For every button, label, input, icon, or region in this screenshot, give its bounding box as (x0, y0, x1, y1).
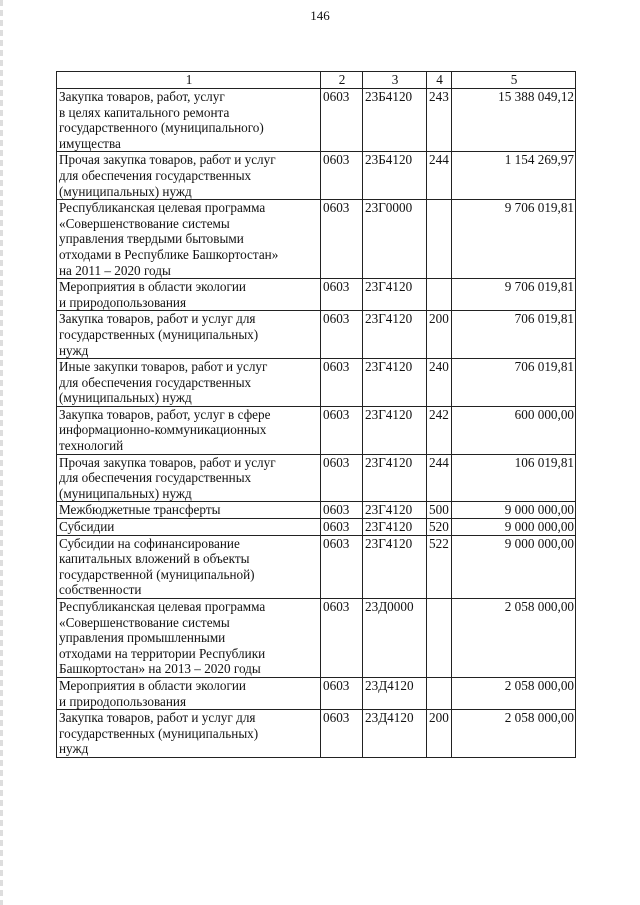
item-name-line: государственных (муниципальных) (59, 725, 259, 741)
item-name-line: Межбюджетные трансферты (59, 502, 221, 518)
item-name-line: Прочая закупка товаров, работ и услуг (59, 454, 276, 470)
item-name-line: (муниципальных) нужд (59, 485, 192, 501)
table-row (57, 89, 576, 152)
amount-cell: 9 000 000,00 (452, 519, 576, 536)
table-row (57, 710, 576, 758)
expense-type-cell: 522 (427, 535, 452, 598)
section-code-cell: 0603 (321, 279, 363, 311)
amount-cell: 9 706 019,81 (452, 279, 576, 311)
header-col-5: 5 (452, 72, 576, 89)
item-name-line: нужд (59, 342, 89, 358)
table-row (57, 535, 576, 598)
table-row (57, 454, 576, 502)
amount-cell: 706 019,81 (452, 311, 576, 359)
item-name-line: капитальных вложений в объекты (59, 551, 250, 567)
expense-type-cell (427, 677, 452, 709)
item-name-line: государственной (муниципальной) (59, 566, 255, 582)
item-name-line: Республиканская целевая программа (59, 200, 266, 216)
table-header (57, 72, 576, 89)
budget-table (56, 71, 576, 758)
table-row (57, 359, 576, 407)
expense-type-cell: 200 (427, 311, 452, 359)
item-name-cell (57, 519, 321, 536)
section-code-cell: 0603 (321, 406, 363, 454)
item-name-cell (57, 406, 321, 454)
table-row (57, 677, 576, 709)
section-code-cell: 0603 (321, 677, 363, 709)
item-name-line: в целях капитального ремонта (59, 104, 230, 120)
target-article-cell: 23Д4120 (363, 710, 427, 758)
target-article-cell: 23Г4120 (363, 519, 427, 536)
table-row (57, 311, 576, 359)
table-row (57, 519, 576, 536)
item-name-line: на 2011 – 2020 годы (59, 262, 171, 278)
item-name-line: Прочая закупка товаров, работ и услуг (59, 152, 276, 168)
target-article-cell: 23Б4120 (363, 89, 427, 152)
item-name-cell (57, 152, 321, 200)
amount-cell: 706 019,81 (452, 359, 576, 407)
item-name-line: управления промышленными (59, 630, 226, 646)
target-article-cell: 23Д4120 (363, 677, 427, 709)
expense-type-cell: 200 (427, 710, 452, 758)
section-code-cell: 0603 (321, 200, 363, 279)
header-col-1: 1 (57, 72, 321, 89)
item-name-line: «Совершенствование системы (59, 215, 230, 231)
table-row (57, 279, 576, 311)
section-code-cell: 0603 (321, 359, 363, 407)
item-name-line: Мероприятия в области экологии (59, 279, 246, 295)
expense-type-cell (427, 599, 452, 678)
target-article-cell: 23Б4120 (363, 152, 427, 200)
amount-cell: 9 706 019,81 (452, 200, 576, 279)
table-row (57, 406, 576, 454)
item-name-cell (57, 200, 321, 279)
table-row (57, 200, 576, 279)
item-name-line: управления твердыми бытовыми (59, 231, 244, 247)
target-article-cell: 23Г4120 (363, 535, 427, 598)
expense-type-cell: 243 (427, 89, 452, 152)
item-name-line: Субсидии на софинансирование (59, 535, 240, 551)
item-name-line: Закупка товаров, работ, услуг в сфере (59, 406, 271, 422)
target-article-cell: 23Д0000 (363, 599, 427, 678)
page-number: 146 (310, 8, 330, 23)
item-name-line: Башкортостан» на 2013 – 2020 годы (59, 661, 261, 677)
target-article-cell: 23Г4120 (363, 311, 427, 359)
amount-cell: 2 058 000,00 (452, 710, 576, 758)
expense-type-cell: 244 (427, 454, 452, 502)
item-name-cell (57, 279, 321, 311)
expense-type-cell: 500 (427, 502, 452, 519)
item-name-line: Республиканская целевая программа (59, 599, 266, 614)
target-article-cell: 23Г4120 (363, 454, 427, 502)
item-name-line: «Совершенствование системы (59, 614, 230, 630)
expense-type-cell (427, 200, 452, 279)
item-name-line: собственности (59, 582, 142, 598)
table-row (57, 152, 576, 200)
section-code-cell: 0603 (321, 599, 363, 678)
item-name-cell (57, 710, 321, 758)
table-row (57, 502, 576, 519)
item-name-line: (муниципальных) нужд (59, 183, 192, 199)
item-name-line: для обеспечения государственных (59, 374, 252, 390)
header-col-3: 3 (363, 72, 427, 89)
scan-edge-artifact (0, 0, 3, 905)
header-col-4: 4 (427, 72, 452, 89)
section-code-cell: 0603 (321, 710, 363, 758)
item-name-cell (57, 311, 321, 359)
target-article-cell: 23Г4120 (363, 406, 427, 454)
expense-type-cell (427, 279, 452, 311)
amount-cell: 1 154 269,97 (452, 152, 576, 200)
target-article-cell: 23Г4120 (363, 279, 427, 311)
item-name-cell (57, 599, 321, 678)
amount-cell: 9 000 000,00 (452, 535, 576, 598)
item-name-cell (57, 677, 321, 709)
expense-type-cell: 520 (427, 519, 452, 536)
section-code-cell: 0603 (321, 311, 363, 359)
expense-type-cell: 240 (427, 359, 452, 407)
amount-cell: 2 058 000,00 (452, 677, 576, 709)
item-name-line: отходами на территории Республики (59, 645, 266, 661)
target-article-cell: 23Г4120 (363, 359, 427, 407)
amount-cell: 106 019,81 (452, 454, 576, 502)
item-name-line: Закупка товаров, работ и услуг для (59, 311, 256, 327)
item-name-line: Закупка товаров, работ, услуг (59, 89, 225, 104)
item-name-line: Иные закупки товаров, работ и услуг (59, 359, 268, 375)
section-code-cell: 0603 (321, 454, 363, 502)
expense-type-cell: 244 (427, 152, 452, 200)
item-name-line: Закупка товаров, работ и услуг для (59, 710, 256, 726)
amount-cell: 600 000,00 (452, 406, 576, 454)
item-name-line: и природопользования (59, 693, 187, 709)
section-code-cell: 0603 (321, 535, 363, 598)
header-row (57, 72, 576, 89)
item-name-line: государственных (муниципальных) (59, 326, 259, 342)
item-name-line: нужд (59, 741, 89, 757)
target-article-cell: 23Г0000 (363, 200, 427, 279)
table-body (57, 89, 576, 758)
item-name-line: (муниципальных) нужд (59, 390, 192, 406)
item-name-line: отходами в Республике Башкортостан» (59, 246, 279, 262)
item-name-line: технологий (59, 438, 124, 454)
item-name-line: и природопользования (59, 294, 187, 310)
item-name-line: для обеспечения государственных (59, 167, 252, 183)
item-name-cell (57, 454, 321, 502)
table-row (57, 599, 576, 678)
expense-type-cell: 242 (427, 406, 452, 454)
section-code-cell: 0603 (321, 152, 363, 200)
item-name-line: государственного (муниципального) (59, 120, 264, 136)
item-name-line: Мероприятия в области экологии (59, 677, 246, 693)
item-name-cell (57, 89, 321, 152)
header-col-2: 2 (321, 72, 363, 89)
amount-cell: 15 388 049,12 (452, 89, 576, 152)
amount-cell: 2 058 000,00 (452, 599, 576, 678)
section-code-cell: 0603 (321, 502, 363, 519)
item-name-cell (57, 502, 321, 519)
item-name-line: Субсидии (59, 519, 115, 535)
item-name-line: информационно-коммуникационных (59, 422, 267, 438)
item-name-cell (57, 359, 321, 407)
target-article-cell: 23Г4120 (363, 502, 427, 519)
item-name-line: для обеспечения государственных (59, 470, 252, 486)
item-name-line: имущества (59, 135, 121, 151)
item-name-cell (57, 535, 321, 598)
amount-cell: 9 000 000,00 (452, 502, 576, 519)
section-code-cell: 0603 (321, 519, 363, 536)
section-code-cell: 0603 (321, 89, 363, 152)
